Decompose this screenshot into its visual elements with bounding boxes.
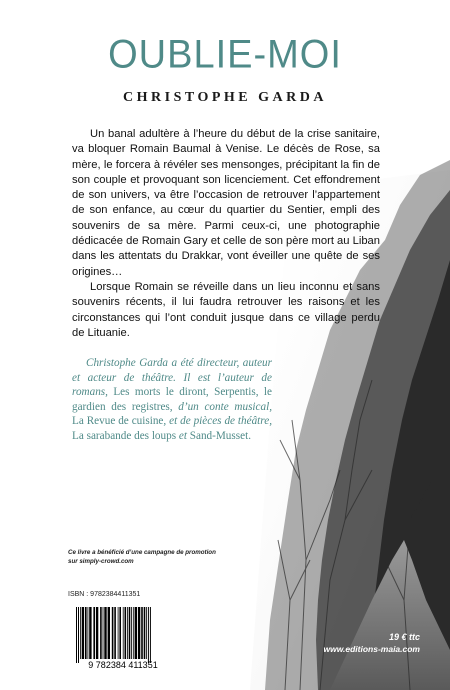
barcode-bar (78, 607, 79, 663)
barcode-bar (108, 607, 110, 659)
bio-text: , et de pièces de théâtre, (163, 415, 272, 428)
barcode-bar (148, 607, 149, 663)
bio-title: Les morts le diront, Serpentis, le gardien des registres (72, 386, 272, 413)
bio-title: Sand-Musset (189, 429, 249, 442)
barcode-bar (118, 607, 119, 659)
barcode-digits: 9 782384 411351 (88, 660, 158, 670)
barcode-bar (96, 607, 98, 659)
author-name: CHRISTOPHE GARDA (123, 90, 327, 105)
barcode-bar (82, 607, 84, 659)
synopsis (72, 127, 380, 341)
bio-text: Christophe Garda a été directeur, auteur et acteur de théâtre. Il est l’auteur de romans, (72, 357, 272, 399)
barcode-bar (104, 607, 106, 659)
price: 19 € ttc (388, 632, 420, 642)
synopsis-paragraph: Lorsque Romain se réveille dans un lieu inconnu et sans souvenirs récents, il lui faudra retrouver les raisons et les circonstances qui l’ont conduit jusque dans ce village perdu de Lituanie. (72, 280, 380, 339)
barcode-bar (123, 607, 124, 659)
isbn-label: ISBN : 9782384411351 (68, 591, 141, 598)
barcode-bar (93, 607, 95, 659)
barcode-bar (125, 607, 127, 659)
synopsis-paragraph: Un banal adultère à l’heure du début de la crise sanitaire, va bloquer Romain Baumal à Venise. Le décès de Rose, sa mère, le forcera à révéler ses mensonges, précipitant la fin de son couple et provoquant son licenciement. Cet effondrement de son univers, va être l’occasion de retrouver l’appartement de son enfance, au cœur du quartier du Sentier, empli des souvenirs de sa mère. Parmi ceux-ci, une photographie dédicacée de Romain Gary et celle de son père mort au Liban dans les attentats du Drakkar, vont éveiller une quête de ses origines… (72, 128, 380, 278)
author-bio (72, 356, 272, 444)
barcode-bar (88, 607, 89, 659)
publisher-website: www.editions-maia.com (323, 644, 420, 654)
book-title: OUBLIE-MOI (108, 32, 342, 78)
barcode-bar (112, 607, 114, 659)
barcode-bar (85, 607, 87, 659)
barcode-bar (80, 607, 81, 659)
barcode-bar (119, 607, 121, 659)
barcode-bar (141, 607, 143, 659)
bio-title: La Revue de cuisine (72, 415, 164, 428)
barcode-bar (127, 607, 128, 659)
promo-line: Ce livre a bénéficié d’une campagne de promotion (68, 549, 216, 556)
barcode-bar (150, 607, 151, 663)
bio-text: , d’un conte musical, (169, 400, 272, 413)
barcode-bar (89, 607, 91, 659)
promo-line: sur simply-crowd.com (68, 558, 134, 565)
bio-title: La sarabande des loups (72, 429, 177, 442)
barcode-bar (133, 607, 134, 659)
barcode-bar (146, 607, 147, 659)
barcode-bar (129, 607, 131, 659)
barcode-bar (138, 607, 140, 659)
bio-text: . (248, 429, 251, 442)
bio-text: et (176, 429, 190, 442)
barcode-bar (144, 607, 146, 659)
barcode-bar (114, 607, 116, 659)
barcode-bar (131, 607, 132, 659)
promo-note (68, 548, 238, 566)
barcode-bar (135, 607, 137, 659)
barcode-bars (68, 605, 178, 670)
barcode (68, 605, 178, 670)
barcode-bar (76, 607, 77, 663)
barcode-bar (103, 607, 104, 659)
barcode-bar (100, 607, 102, 659)
